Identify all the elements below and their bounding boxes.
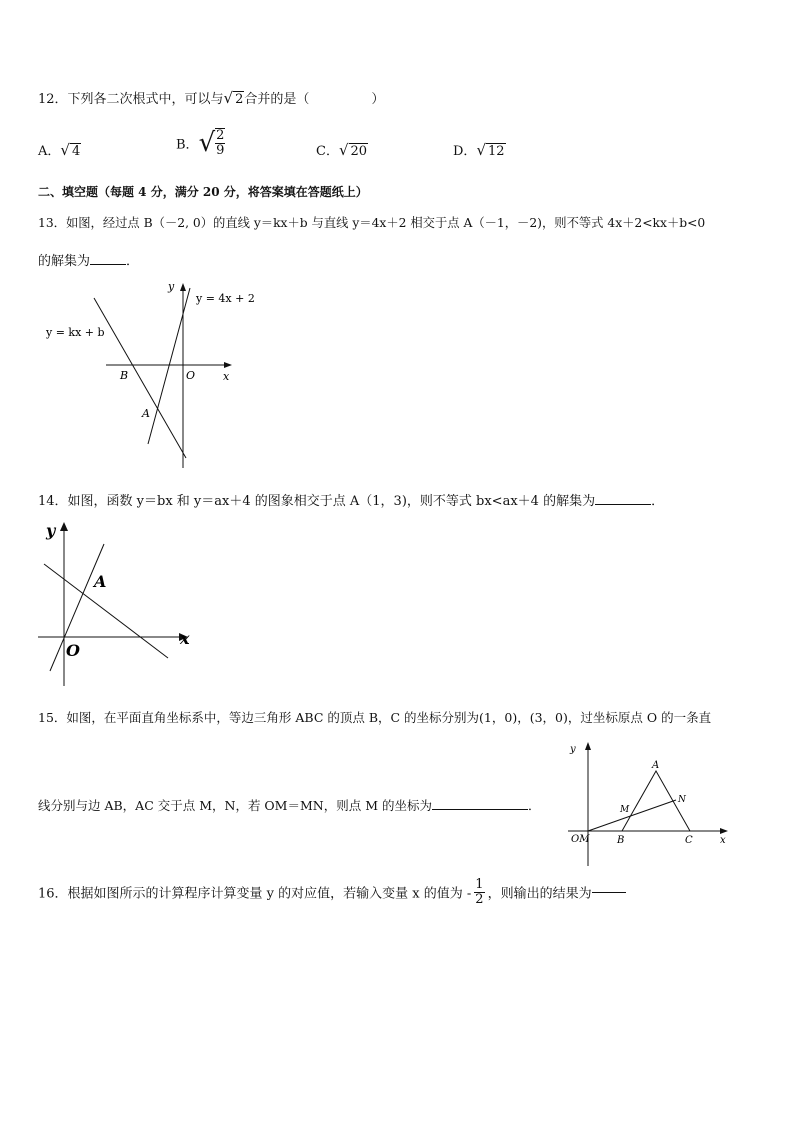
q12-option-c[interactable]: [316, 140, 368, 159]
q12-option-d[interactable]: [453, 140, 506, 159]
q16-fraction: $\frac{1}{2}$: [475, 877, 484, 907]
q15-figure: [566, 738, 746, 870]
label-x: x: [180, 629, 190, 648]
label-c: C: [685, 835, 693, 846]
q12-stem-pre: 12．下列各二次根式中，可以与: [38, 92, 224, 107]
q12-stem-post: 合并的是（: [244, 92, 310, 107]
q12-stem: [38, 88, 384, 107]
answer-blank[interactable]: [432, 809, 528, 810]
option-letter: A．: [38, 144, 61, 159]
option-sqrt: √ $\frac{2}{9}$: [198, 128, 225, 158]
q12-option-b[interactable]: [176, 128, 225, 158]
q15-line1: 15．如图，在平面直角坐标系中，等边三角形 ABC 的顶点 B，C 的坐标分别为(1，0)，(3，0)，过坐标原点 O 的一条直: [38, 710, 712, 725]
label-m: M: [620, 805, 630, 815]
answer-blank[interactable]: [595, 504, 651, 505]
q14-stem: 14．如图，函数 y＝bx 和 y＝ax＋4 的图象相交于点 A（1，3)，则不等式 bx<ax＋4 的解集为 ．: [38, 494, 665, 509]
q12-stem-close: ）: [371, 92, 385, 107]
label-b: B: [120, 369, 129, 382]
label-a: A: [142, 407, 150, 420]
q15-line2: 线分别与边 AB，AC 交于点 M，N，若 OM＝MN，则点 M 的坐标为 ．: [38, 798, 541, 813]
q16-stem: 16．根据如图所示的计算程序计算变量 y 的对应值，若输入变量 x 的值为 - $\frac{1}{2}$ ，则输出的结果为: [38, 878, 626, 906]
option-letter: C．: [316, 144, 339, 159]
label-y: y: [168, 280, 175, 293]
option-letter: B．: [176, 137, 199, 153]
q12-option-a[interactable]: [38, 140, 81, 159]
label-o: O: [66, 641, 80, 660]
label-line-4x-2: y = 4x + 2: [196, 292, 255, 305]
y-axis-arrow-icon: [585, 742, 591, 750]
section-heading: 二、填空题（每题 4 分，满分 20 分，将答案填在答题纸上）: [38, 185, 368, 199]
option-sqrt: √ 12: [476, 141, 505, 159]
line-4x-2: [148, 288, 190, 444]
label-b: B: [617, 835, 625, 846]
q13-line1: 13．如图，经过点 B（－2, 0）的直线 y＝kx＋b 与直线 y＝4x＋2 相交于点 A（－1，－2)，则不等式 4x＋2<kx＋b<0: [38, 216, 706, 230]
label-y: y: [46, 521, 56, 540]
q13-line2: 的解集为 ．: [38, 254, 140, 269]
option-letter: D．: [453, 144, 477, 159]
label-a: A: [652, 760, 660, 771]
q12-sqrt: √ 2: [223, 89, 244, 107]
line-omn: [588, 800, 676, 831]
label-o: OM: [571, 834, 590, 845]
label-y: y: [570, 744, 576, 755]
y-axis-arrow-icon: [60, 522, 68, 531]
label-o: O: [186, 369, 196, 382]
q13-figure: [40, 278, 270, 478]
label-x: x: [223, 370, 230, 383]
label-a: A: [94, 572, 107, 591]
answer-blank[interactable]: [592, 892, 626, 893]
label-n: N: [678, 795, 686, 805]
option-sqrt: √ 4: [60, 141, 81, 159]
q14-figure: [34, 518, 204, 690]
answer-blank[interactable]: [90, 264, 126, 265]
option-sqrt: √ 20: [338, 141, 368, 159]
label-x: x: [720, 835, 726, 846]
y-axis-arrow-icon: [180, 283, 186, 291]
x-axis-arrow-icon: [720, 828, 728, 834]
x-axis-arrow-icon: [224, 362, 232, 368]
line-kx-b: [94, 298, 186, 458]
label-line-kx-b: y = kx + b: [46, 326, 105, 339]
